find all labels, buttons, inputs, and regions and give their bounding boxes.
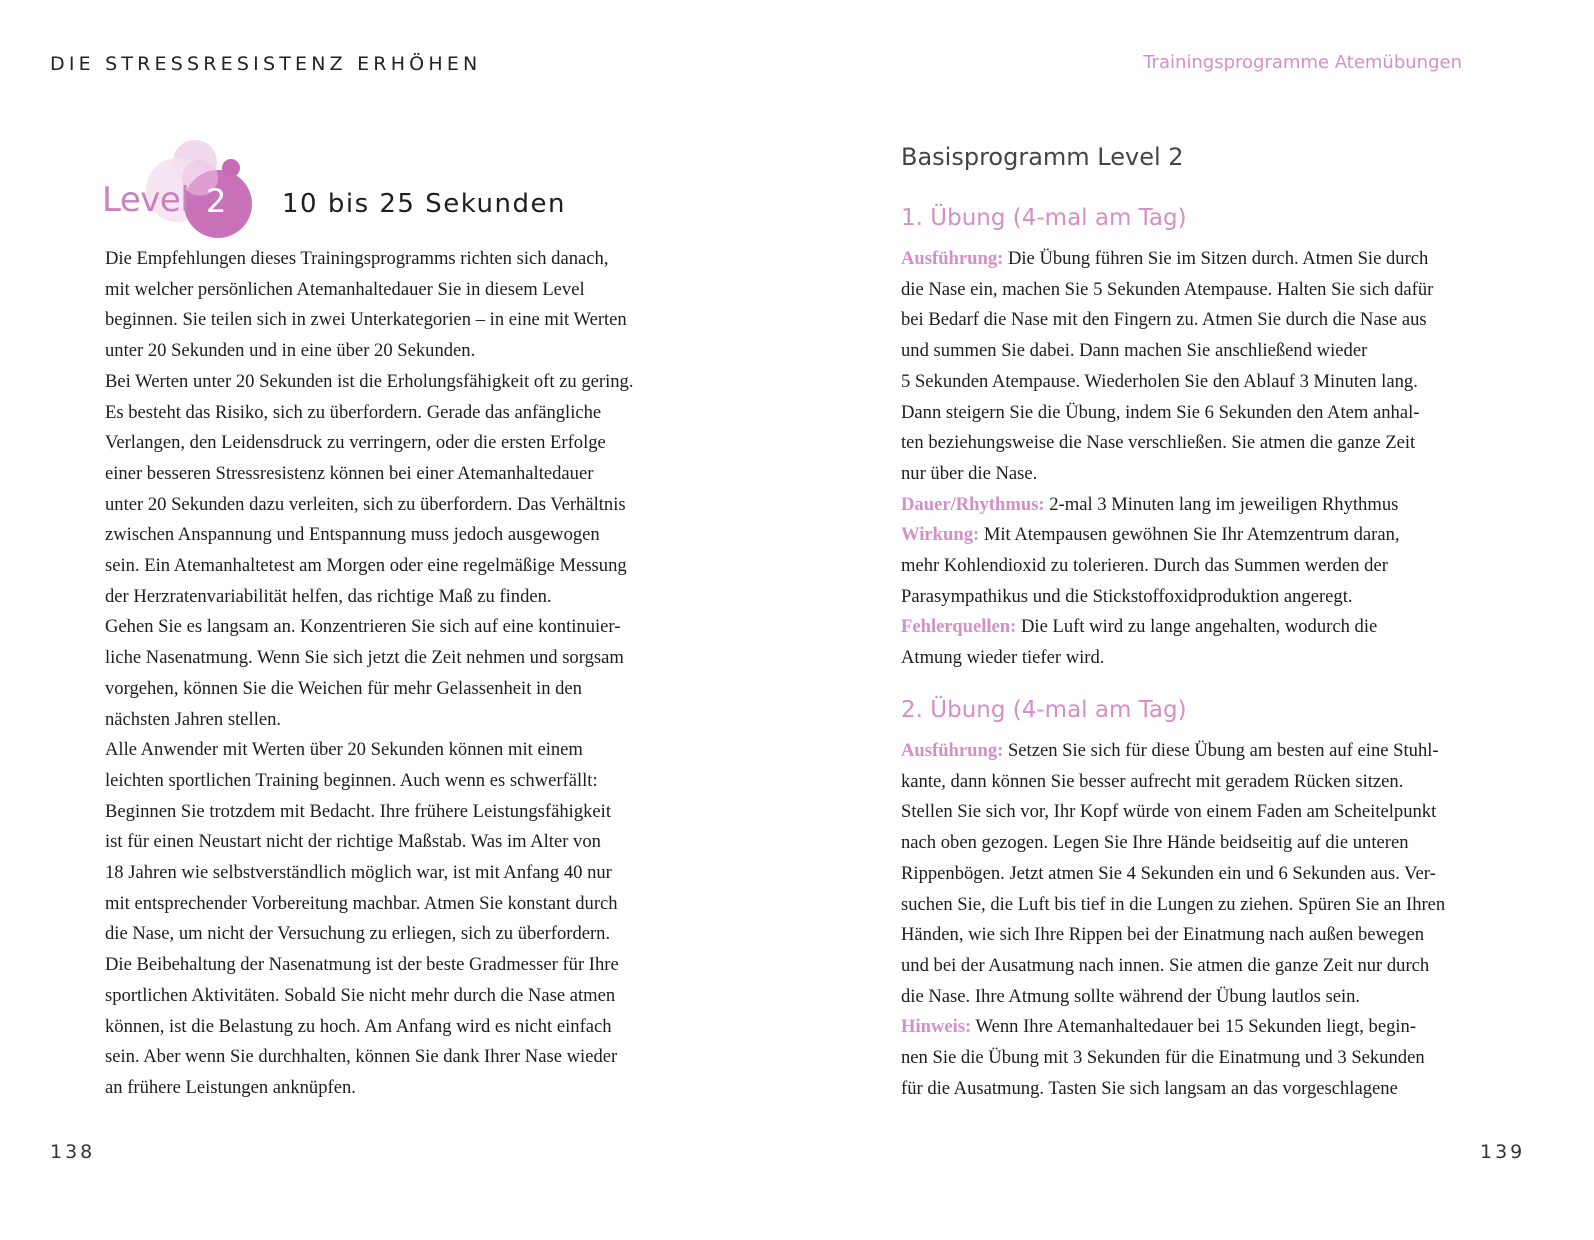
line-text: Wenn Ihre Atemanhaltedauer bei 15 Sekunden liegt, begin- [971, 1016, 1417, 1038]
text-line: unter 20 Sekunden und in eine über 20 Sekunden. [105, 340, 476, 362]
text-line [901, 367, 1501, 398]
exercise-1-heading: 1. Übung (4-mal am Tag) [901, 205, 1187, 231]
line-text: nach oben gezogen. Legen Sie Ihre Hände beidseitig auf die unteren [901, 832, 1409, 854]
text-line: an frühere Leistungen anknüpfen. [105, 1076, 356, 1098]
text-line [901, 736, 1501, 767]
line-text: Händen, wie sich Ihre Rippen bei der Einatmung nach außen bewegen [901, 924, 1425, 946]
text-line [901, 643, 1501, 674]
text-line [901, 797, 1501, 828]
line-text: nen Sie die Übung mit 3 Sekunden für die Einatmung und 3 Sekunden [901, 1047, 1425, 1069]
line-text: und summen Sie dabei. Dann machen Sie anschließend wieder [901, 340, 1368, 362]
text-line [901, 336, 1501, 367]
page-number-right: 139 [1480, 1141, 1526, 1163]
level-number: 2 [206, 182, 227, 220]
line-text: mehr Kohlendioxid zu tolerieren. Durch das Summen werden der [901, 555, 1388, 577]
line-text: kante, dann können Sie besser aufrecht mit geradem Rücken sitzen. [901, 770, 1404, 792]
text-line [901, 582, 1501, 613]
line-text: ten beziehungsweise die Nase verschließen. Sie atmen die ganze Zeit [901, 432, 1416, 454]
text-line [901, 982, 1501, 1013]
text-line: einer besseren Stressresistenz können bei einer Atemanhaltedauer [105, 462, 594, 484]
exercise-2-heading: 2. Übung (4-mal am Tag) [901, 697, 1187, 723]
text-line [901, 767, 1501, 798]
text-line: unter 20 Sekunden dazu verleiten, sich zu überfordern. Das Verhältnis [105, 493, 626, 515]
text-line: mit welcher persönlichen Atemanhaltedauer Sie in diesem Level [105, 278, 585, 300]
left-body-text [105, 244, 705, 1104]
text-line: vorgehen, können Sie die Weichen für mehr Gelassenheit in den [105, 677, 582, 699]
text-line: leichten sportlichen Training beginnen. Auch wenn es schwerfällt: [105, 769, 598, 791]
text-line [901, 459, 1501, 490]
text-line: zwischen Anspannung und Entspannung muss jedoch ausgewogen [105, 524, 600, 546]
text-line: sein. Aber wenn Sie durchhalten, können Sie dank Ihrer Nase wieder [105, 1046, 618, 1068]
running-header-left: DIE STRESSRESISTENZ ERHÖHEN [50, 53, 482, 75]
line-text: suchen Sie, die Luft bis tief in die Lungen zu ziehen. Spüren Sie an Ihren [901, 893, 1446, 915]
text-line [901, 1074, 1501, 1105]
text-line [901, 275, 1501, 306]
line-text: die Nase ein, machen Sie 5 Sekunden Atempause. Halten Sie sich dafür [901, 278, 1434, 300]
text-line: Es besteht das Risiko, sich zu überfordern. Gerade das anfängliche [105, 401, 602, 423]
text-line [901, 612, 1501, 643]
text-line [901, 951, 1501, 982]
text-line [901, 1012, 1501, 1043]
program-title: Basisprogramm Level 2 [901, 143, 1184, 171]
text-line [901, 1043, 1501, 1074]
line-text: und bei der Ausatmung nach innen. Sie atmen die ganze Zeit nur durch [901, 954, 1430, 976]
line-text: Stellen Sie sich vor, Ihr Kopf würde von einem Faden am Scheitelpunkt [901, 801, 1437, 823]
text-line [901, 244, 1501, 275]
text-line: Bei Werten unter 20 Sekunden ist die Erholungsfähigkeit oft zu gering. [105, 370, 634, 392]
text-line: Alle Anwender mit Werten über 20 Sekunden können mit einem [105, 739, 583, 761]
inline-label: Ausführung: [901, 248, 1004, 269]
running-header-right: Trainingsprogramme Atemübungen [1143, 52, 1462, 73]
text-line: mit entsprechender Vorbereitung machbar. Atmen Sie konstant durch [105, 892, 618, 914]
text-line: können, ist die Belastung zu hoch. Am Anfang wird es nicht einfach [105, 1015, 612, 1037]
line-text: Mit Atempausen gewöhnen Sie Ihr Atemzentrum daran, [979, 524, 1400, 546]
text-line: Die Beibehaltung der Nasenatmung ist der beste Gradmesser für Ihre [105, 954, 619, 976]
text-line [901, 428, 1501, 459]
level-word: Level [102, 180, 190, 220]
line-text: Atmung wieder tiefer wird. [901, 647, 1105, 669]
text-line [901, 920, 1501, 951]
line-text: für die Ausatmung. Tasten Sie sich langsam an das vorgeschlagene [901, 1077, 1398, 1099]
line-text: Rippenbögen. Jetzt atmen Sie 4 Sekunden ein und 6 Sekunden aus. Ver- [901, 862, 1436, 884]
text-line [901, 520, 1501, 551]
text-line: ist für einen Neustart nicht der richtige Maßstab. Was im Alter von [105, 831, 601, 853]
line-text: Setzen Sie sich für diese Übung am besten auf eine Stuhl- [1003, 740, 1439, 761]
page-number-left: 138 [50, 1141, 96, 1163]
level-badge [100, 140, 260, 240]
text-line: beginnen. Sie teilen sich in zwei Unterkategorien – in eine mit Werten [105, 309, 627, 331]
exercise-2-body [901, 736, 1501, 1104]
line-text: Dann steigern Sie die Übung, indem Sie 6 Sekunden den Atem anhal- [901, 401, 1420, 423]
text-line: Beginnen Sie trotzdem mit Bedacht. Ihre frühere Leistungsfähigkeit [105, 800, 612, 822]
inline-label: Fehlerquellen: [901, 616, 1017, 638]
line-text: nur über die Nase. [901, 462, 1038, 484]
inline-label: Hinweis: [901, 1016, 972, 1038]
text-line [901, 828, 1501, 859]
text-line: nächsten Jahren stellen. [105, 708, 282, 730]
line-text: Die Übung führen Sie im Sitzen durch. Atmen Sie durch [1003, 248, 1429, 269]
text-line: liche Nasenatmung. Wenn Sie sich jetzt die Zeit nehmen und sorgsam [105, 647, 624, 669]
text-line: Verlangen, den Leidensdruck zu verringern, oder die ersten Erfolge [105, 432, 606, 454]
line-text: 2-mal 3 Minuten lang im jeweiligen Rhythmus [1044, 493, 1399, 515]
line-text: bei Bedarf die Nase mit den Fingern zu. Atmen Sie durch die Nase aus [901, 309, 1427, 331]
exercise-1-body [901, 244, 1501, 674]
text-line [901, 890, 1501, 921]
text-line: die Nase, um nicht der Versuchung zu erliegen, sich zu überfordern. [105, 923, 611, 945]
text-line [901, 859, 1501, 890]
text-line [901, 490, 1501, 521]
line-text: die Nase. Ihre Atmung sollte während der Übung lautlos sein. [901, 985, 1361, 1007]
text-line: 18 Jahren wie selbstverständlich möglich war, ist mit Anfang 40 nur [105, 862, 612, 884]
text-line [901, 551, 1501, 582]
inline-label: Ausführung: [901, 740, 1004, 761]
level-subtitle: 10 bis 25 Sekunden [282, 189, 566, 219]
text-line [901, 305, 1501, 336]
inline-label: Dauer/Rhythmus: [901, 493, 1045, 515]
text-line [901, 398, 1501, 429]
line-text: Die Luft wird zu lange angehalten, wodurch die [1016, 616, 1378, 638]
text-line: Gehen Sie es langsam an. Konzentrieren Sie sich auf eine kontinuier- [105, 616, 621, 638]
text-line: sein. Ein Atemanhaltetest am Morgen oder eine regelmäßige Messung [105, 555, 627, 577]
line-text: Parasympathikus und die Stickstoffoxidproduktion angeregt. [901, 585, 1353, 607]
line-text: 5 Sekunden Atempause. Wiederholen Sie den Ablauf 3 Minuten lang. [901, 370, 1418, 392]
text-line: der Herzratenvariabilität helfen, das richtige Maß zu finden. [105, 585, 552, 607]
text-line: sportlichen Aktivitäten. Sobald Sie nicht mehr durch die Nase atmen [105, 984, 616, 1006]
inline-label: Wirkung: [901, 524, 980, 546]
text-line: Die Empfehlungen dieses Trainingsprogramms richten sich danach, [105, 248, 609, 269]
